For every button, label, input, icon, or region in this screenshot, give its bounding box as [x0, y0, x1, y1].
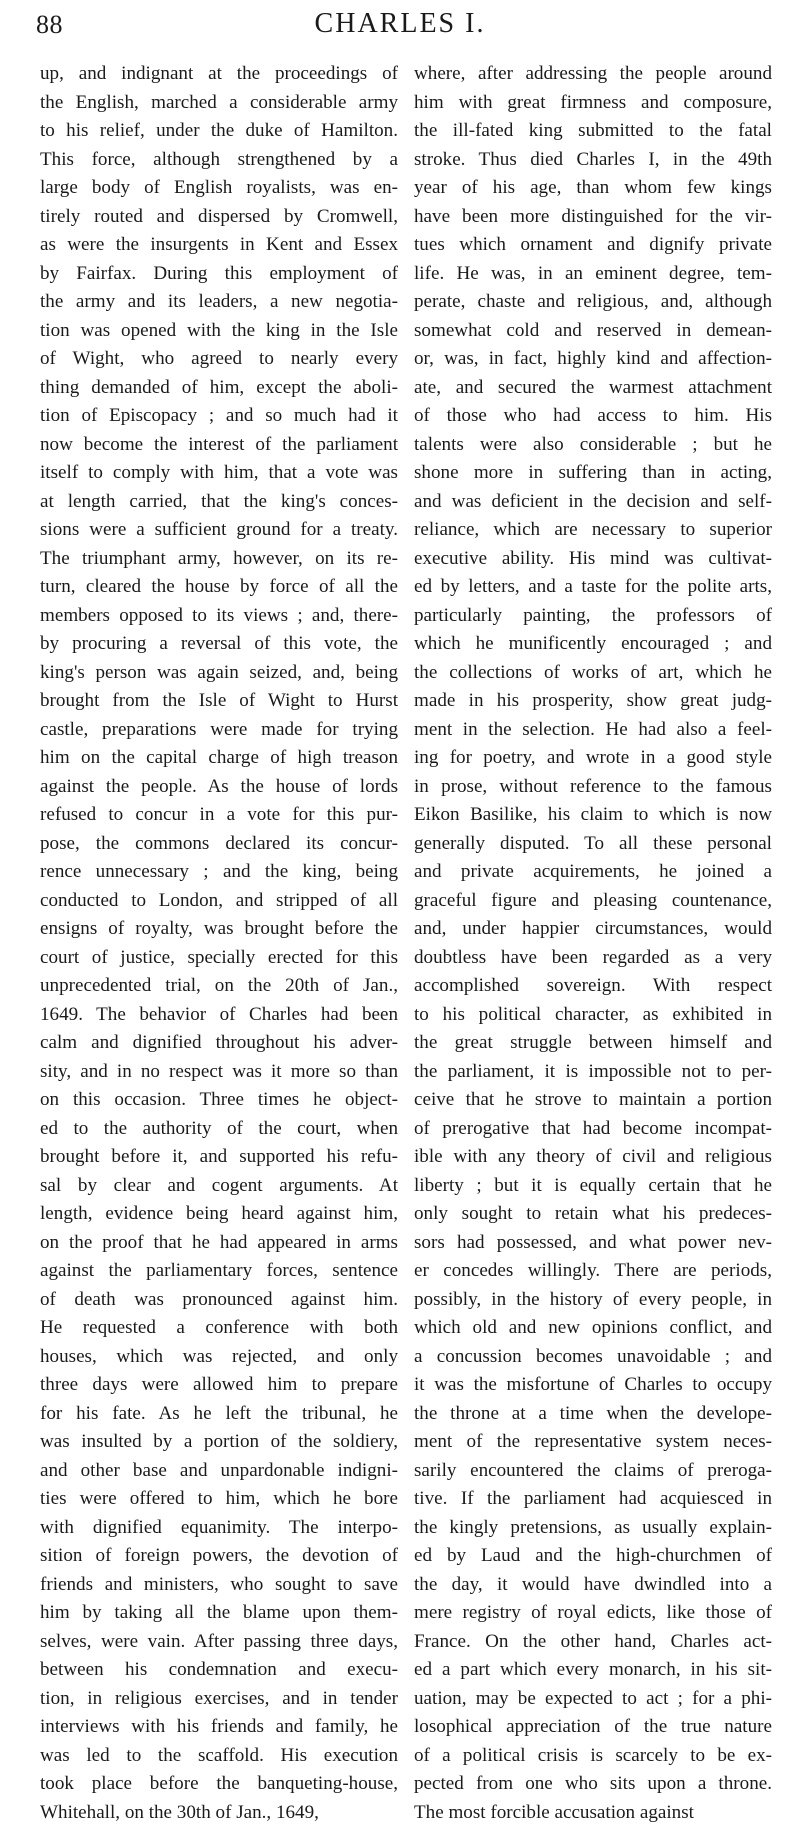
- text-line: him on the capital charge of high treason: [40, 744, 398, 773]
- text-line: castle, preparations were made for trying: [40, 716, 398, 745]
- text-line: ed by Laud and the high-churchmen of: [414, 1542, 772, 1571]
- text-line: brought from the Isle of Wight to Hurst: [40, 687, 398, 716]
- text-line: ed to the authority of the court, when: [40, 1115, 398, 1144]
- text-line: year of his age, than whom few kings: [414, 174, 772, 203]
- page-number: 88: [36, 10, 63, 40]
- text-line: against the people. As the house of lords: [40, 773, 398, 802]
- text-line: to his political character, as exhibited in: [414, 1001, 772, 1030]
- text-line: was insulted by a portion of the soldiery,: [40, 1428, 398, 1457]
- text-line: ensigns of royalty, was brought before the: [40, 915, 398, 944]
- text-line: the ill-fated king submitted to the fatal: [414, 117, 772, 146]
- text-line: on this occasion. Three times he object-: [40, 1086, 398, 1115]
- text-line: Whitehall, on the 30th of Jan., 1649,: [40, 1799, 398, 1827]
- text-line: three days were allowed him to prepare: [40, 1371, 398, 1400]
- text-line: was led to the scaffold. His execution: [40, 1742, 398, 1771]
- text-line: tion of Episcopacy ; and so much had it: [40, 402, 398, 431]
- text-line: generally disputed. To all these personal: [414, 830, 772, 859]
- text-line: the English, marched a considerable army: [40, 89, 398, 118]
- text-line: conducted to London, and stripped of all: [40, 887, 398, 916]
- text-line: ties were offered to him, which he bore: [40, 1485, 398, 1514]
- text-line: ed by letters, and a taste for the polite arts,: [414, 573, 772, 602]
- text-line: doubtless have been regarded as a very: [414, 944, 772, 973]
- text-line: The triumphant army, however, on its re-: [40, 545, 398, 574]
- text-line: unprecedented trial, on the 20th of Jan.,: [40, 972, 398, 1001]
- text-line: which old and new opinions conflict, and: [414, 1314, 772, 1343]
- text-line: pose, the commons declared its concur-: [40, 830, 398, 859]
- text-line: king's person was again seized, and, being: [40, 659, 398, 688]
- text-line: particularly painting, the professors of: [414, 602, 772, 631]
- text-line: sarily encountered the claims of preroga-: [414, 1457, 772, 1486]
- text-line: calm and dignified throughout his adver-: [40, 1029, 398, 1058]
- text-line: tive. If the parliament had acquiesced in: [414, 1485, 772, 1514]
- text-line: uation, may be expected to act ; for a phi-: [414, 1685, 772, 1714]
- text-line: it was the misfortune of Charles to occupy: [414, 1371, 772, 1400]
- text-line: turn, cleared the house by force of all the: [40, 573, 398, 602]
- text-line: itself to comply with him, that a vote was: [40, 459, 398, 488]
- text-line: of death was pronounced against him.: [40, 1286, 398, 1315]
- text-line: the great struggle between himself and: [414, 1029, 772, 1058]
- running-head: [0, 4, 800, 48]
- text-line: the kingly pretensions, as usually explain-: [414, 1514, 772, 1543]
- text-line: somewhat cold and reserved in demean-: [414, 317, 772, 346]
- right-text-column: [414, 60, 772, 1827]
- text-line: mere registry of royal edicts, like those of: [414, 1599, 772, 1628]
- text-line: and, under happier circumstances, would: [414, 915, 772, 944]
- text-line: pected from one who sits upon a throne.: [414, 1770, 772, 1799]
- text-line: houses, which was rejected, and only: [40, 1343, 398, 1372]
- text-line: refused to concur in a vote for this pur-: [40, 801, 398, 830]
- text-line: 1649. The behavior of Charles had been: [40, 1001, 398, 1030]
- text-line: the collections of works of art, which he: [414, 659, 772, 688]
- text-line: sal by clear and cogent arguments. At: [40, 1172, 398, 1201]
- text-line: perate, chaste and religious, and, although: [414, 288, 772, 317]
- text-line: and other base and unpardonable indigni-: [40, 1457, 398, 1486]
- text-line: talents were also considerable ; but he: [414, 431, 772, 460]
- text-line: now become the interest of the parliament: [40, 431, 398, 460]
- text-line: court of justice, specially erected for this: [40, 944, 398, 973]
- text-line: thing demanded of him, except the aboli-: [40, 374, 398, 403]
- text-line: friends and ministers, who sought to save: [40, 1571, 398, 1600]
- text-line: tion was opened with the king in the Isle: [40, 317, 398, 346]
- text-line: ing for poetry, and wrote in a good style: [414, 744, 772, 773]
- text-line: only sought to retain what his predeces-: [414, 1200, 772, 1229]
- text-line: interviews with his friends and family, he: [40, 1713, 398, 1742]
- text-line: him with great firmness and composure,: [414, 89, 772, 118]
- text-line: sition of foreign powers, the devotion of: [40, 1542, 398, 1571]
- text-line: for his fate. As he left the tribunal, he: [40, 1400, 398, 1429]
- text-line: life. He was, in an eminent degree, tem-: [414, 260, 772, 289]
- text-line: France. On the other hand, Charles act-: [414, 1628, 772, 1657]
- text-line: members opposed to its views ; and, there-: [40, 602, 398, 631]
- text-line: Eikon Basilike, his claim to which is now: [414, 801, 772, 830]
- text-line: The most forcible accusation against: [414, 1799, 772, 1827]
- text-line: against the parliamentary forces, sentence: [40, 1257, 398, 1286]
- text-line: ceive that he strove to maintain a portion: [414, 1086, 772, 1115]
- text-line: of prerogative that had become incompat-: [414, 1115, 772, 1144]
- text-line: selves, were vain. After passing three days,: [40, 1628, 398, 1657]
- text-line: the parliament, it is impossible not to per-: [414, 1058, 772, 1087]
- text-line: made in his prosperity, show great judg-: [414, 687, 772, 716]
- text-line: took place before the banqueting-house,: [40, 1770, 398, 1799]
- text-line: er concedes willingly. There are periods,: [414, 1257, 772, 1286]
- text-line: shone more in suffering than in acting,: [414, 459, 772, 488]
- text-line: where, after addressing the people around: [414, 60, 772, 89]
- text-line: or, was, in fact, highly kind and affection-: [414, 345, 772, 374]
- text-line: and private acquirements, he joined a: [414, 858, 772, 887]
- text-line: between his condemnation and execu-: [40, 1656, 398, 1685]
- running-title: CHARLES I.: [0, 8, 800, 40]
- text-line: of a political crisis is scarcely to be ex-: [414, 1742, 772, 1771]
- text-line: up, and indignant at the proceedings of: [40, 60, 398, 89]
- text-line: tirely routed and dispersed by Cromwell,: [40, 203, 398, 232]
- text-line: to his relief, under the duke of Hamilton.: [40, 117, 398, 146]
- text-line: liberty ; but it is equally certain that he: [414, 1172, 772, 1201]
- text-line: tion, in religious exercises, and in tender: [40, 1685, 398, 1714]
- text-line: and was deficient in the decision and self-: [414, 488, 772, 517]
- text-line: him by taking all the blame upon them-: [40, 1599, 398, 1628]
- text-line: by procuring a reversal of this vote, the: [40, 630, 398, 659]
- text-line: in prose, without reference to the famous: [414, 773, 772, 802]
- text-line: stroke. Thus died Charles I, in the 49th: [414, 146, 772, 175]
- text-line: of those who had access to him. His: [414, 402, 772, 431]
- text-line: by Fairfax. During this employment of: [40, 260, 398, 289]
- text-line: large body of English royalists, was en-: [40, 174, 398, 203]
- left-text-column: [40, 60, 398, 1827]
- text-line: have been more distinguished for the vir-: [414, 203, 772, 232]
- text-line: ment of the representative system neces-: [414, 1428, 772, 1457]
- text-line: at length carried, that the king's conces-: [40, 488, 398, 517]
- text-line: losophical appreciation of the true nature: [414, 1713, 772, 1742]
- text-line: ed a part which every monarch, in his sit-: [414, 1656, 772, 1685]
- text-line: length, evidence being heard against him,: [40, 1200, 398, 1229]
- text-line: sors had possessed, and what power nev-: [414, 1229, 772, 1258]
- text-line: He requested a conference with both: [40, 1314, 398, 1343]
- text-line: graceful figure and pleasing countenance,: [414, 887, 772, 916]
- text-line: This force, although strengthened by a: [40, 146, 398, 175]
- text-line: the day, it would have dwindled into a: [414, 1571, 772, 1600]
- text-line: possibly, in the history of every people, in: [414, 1286, 772, 1315]
- text-line: which he munificently encouraged ; and: [414, 630, 772, 659]
- text-line: the throne at a time when the develope-: [414, 1400, 772, 1429]
- text-line: executive ability. His mind was cultivat-: [414, 545, 772, 574]
- text-line: brought before it, and supported his refu-: [40, 1143, 398, 1172]
- text-line: with dignified equanimity. The interpo-: [40, 1514, 398, 1543]
- text-line: ible with any theory of civil and religious: [414, 1143, 772, 1172]
- text-line: as were the insurgents in Kent and Essex: [40, 231, 398, 260]
- text-line: sions were a sufficient ground for a treaty.: [40, 516, 398, 545]
- text-line: on the proof that he had appeared in arms: [40, 1229, 398, 1258]
- text-line: reliance, which are necessary to superior: [414, 516, 772, 545]
- text-line: sity, and in no respect was it more so than: [40, 1058, 398, 1087]
- text-line: tues which ornament and dignify private: [414, 231, 772, 260]
- text-line: accomplished sovereign. With respect: [414, 972, 772, 1001]
- text-line: ate, and secured the warmest attachment: [414, 374, 772, 403]
- text-line: rence unnecessary ; and the king, being: [40, 858, 398, 887]
- text-line: of Wight, who agreed to nearly every: [40, 345, 398, 374]
- text-line: ment in the selection. He had also a feel-: [414, 716, 772, 745]
- text-line: a concussion becomes unavoidable ; and: [414, 1343, 772, 1372]
- text-line: the army and its leaders, a new negotia-: [40, 288, 398, 317]
